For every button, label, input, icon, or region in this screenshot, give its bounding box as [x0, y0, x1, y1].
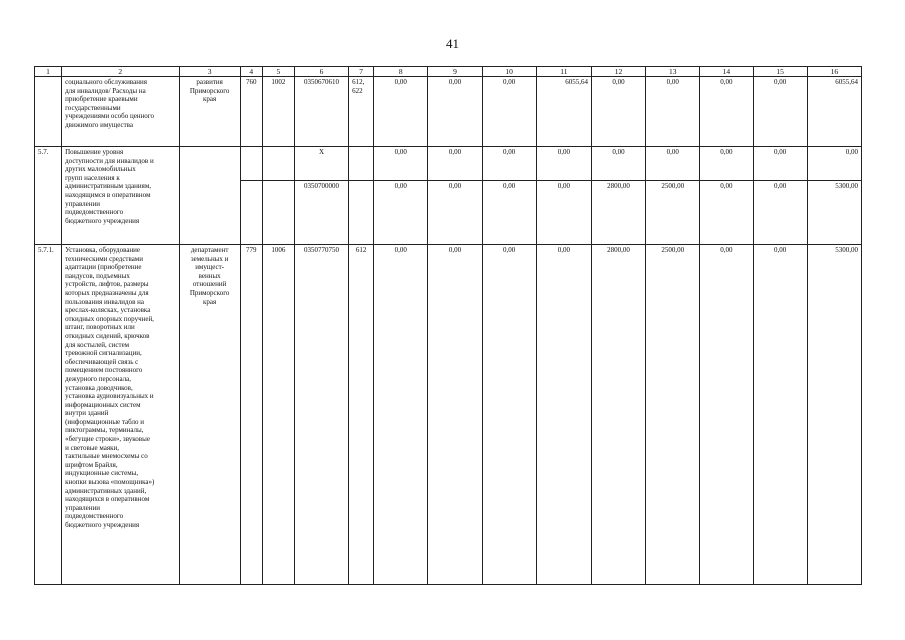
header-cell: 6 [294, 67, 348, 77]
row-description: Установка, оборудование техническими средствами адаптации (приобретение пандусов, подъемных устройств, лифтов, размеры которых предназначены для пользования инвалидов на креслах-колясках, установка откидных опорных поручней, штанг, поворотных или откидных сидений, крючков для костылей, систем тревожной сигнализации, обеспечивающей связь с помещением постоянного дежурного персонала, установка доводчиков, установка аудиовизуальных и информационных систем внутри зданий (информационные табло и пиктограммы, терминалы, «бегущие строки», звуковые и световые маяки, тактильные мнемосхемы со шрифтом Брайля, индукционные системы, кнопки вызова «помощника») административных зданий, находящихся в оперативном управлении подведомственного бюджетного учреждения [62, 245, 179, 585]
row-value-8: 0,00 [374, 147, 428, 181]
header-cell: 13 [646, 67, 700, 77]
row-value-15: 0,00 [753, 181, 807, 245]
header-cell: 14 [700, 67, 753, 77]
row-value-8: 0,00 [374, 77, 428, 147]
row-value-11: 0,00 [536, 181, 591, 245]
row-executor: развития Приморского края [179, 77, 240, 147]
table-row [35, 147, 862, 181]
row-value-13: 2500,00 [646, 181, 700, 245]
row-value-14: 0,00 [700, 147, 753, 181]
row-code-7: 612 [349, 245, 374, 585]
row-value-11: 0,00 [536, 245, 591, 585]
header-cell: 15 [753, 67, 807, 77]
row-value-8: 0,00 [374, 181, 428, 245]
row-value-15: 0,00 [753, 245, 807, 585]
header-cell: 4 [240, 67, 262, 77]
row-description: Повышение уровня доступности для инвалидов и других маломобильных групп населения к административным зданиям, находящимся в оперативном управлении подведомственного бюджетного учреждения [62, 147, 179, 245]
row-value-9: 0,00 [428, 77, 482, 147]
row-code-7 [349, 147, 374, 181]
row-value-10: 0,00 [482, 77, 536, 147]
row-number: 5.7. [35, 147, 62, 245]
row-code-4 [240, 181, 262, 245]
row-code-7 [349, 181, 374, 245]
header-cell: 12 [591, 67, 645, 77]
row-value-12: 2800,00 [591, 245, 645, 585]
row-executor [179, 147, 240, 245]
header-cell: 2 [62, 67, 179, 77]
row-code-5: 1002 [262, 77, 294, 147]
row-description: социального обслуживания для инвалидов/ Расходы на приобретение краевыми государственными учреждениями особо ценного движимого имущества [62, 77, 179, 147]
header-cell: 7 [349, 67, 374, 77]
header-cell: 1 [35, 67, 62, 77]
row-code-5 [262, 181, 294, 245]
row-code-6: 0350670610 [294, 77, 348, 147]
row-value-14: 0,00 [700, 245, 753, 585]
row-code-6: 0350700000 [294, 181, 348, 245]
row-value-11: 0,00 [536, 147, 591, 181]
header-cell: 10 [482, 67, 536, 77]
header-cell: 5 [262, 67, 294, 77]
row-code-4: 760 [240, 77, 262, 147]
row-code-5: 1006 [262, 245, 294, 585]
row-code-7: 612, 622 [349, 77, 374, 147]
row-code-4 [240, 147, 262, 181]
row-value-9: 0,00 [428, 245, 482, 585]
row-value-8: 0,00 [374, 245, 428, 585]
row-value-14: 0,00 [700, 181, 753, 245]
row-value-16: 0,00 [807, 147, 861, 181]
row-value-12: 2800,00 [591, 181, 645, 245]
budget-table [34, 66, 862, 585]
row-value-9: 0,00 [428, 147, 482, 181]
row-value-12: 0,00 [591, 77, 645, 147]
row-value-9: 0,00 [428, 181, 482, 245]
row-value-15: 0,00 [753, 147, 807, 181]
row-value-13: 0,00 [646, 147, 700, 181]
row-value-10: 0,00 [482, 147, 536, 181]
row-value-16: 5300,00 [807, 245, 861, 585]
header-cell: 3 [179, 67, 240, 77]
row-code-5 [262, 147, 294, 181]
table-row [35, 77, 862, 147]
row-number [35, 77, 62, 147]
header-cell: 8 [374, 67, 428, 77]
row-value-13: 2500,00 [646, 245, 700, 585]
row-code-4: 779 [240, 245, 262, 585]
row-value-14: 0,00 [700, 77, 753, 147]
budget-table-container [34, 66, 862, 585]
row-value-11: 6055,64 [536, 77, 591, 147]
header-cell: 16 [807, 67, 861, 77]
row-value-13: 0,00 [646, 77, 700, 147]
row-number: 5.7.1. [35, 245, 62, 585]
row-value-12: 0,00 [591, 147, 645, 181]
header-cell: 11 [536, 67, 591, 77]
row-value-10: 0,00 [482, 245, 536, 585]
header-cell: 9 [428, 67, 482, 77]
row-code-6: 0350770750 [294, 245, 348, 585]
row-value-16: 5300,00 [807, 181, 861, 245]
header-row [35, 67, 862, 77]
row-executor: департамент земельных и имущест- венных отношений Приморского края [179, 245, 240, 585]
row-value-10: 0,00 [482, 181, 536, 245]
row-code-6: X [294, 147, 348, 181]
row-value-15: 0,00 [753, 77, 807, 147]
table-row [35, 245, 862, 585]
row-value-16: 6055,64 [807, 77, 861, 147]
page-number: 41 [446, 36, 459, 51]
